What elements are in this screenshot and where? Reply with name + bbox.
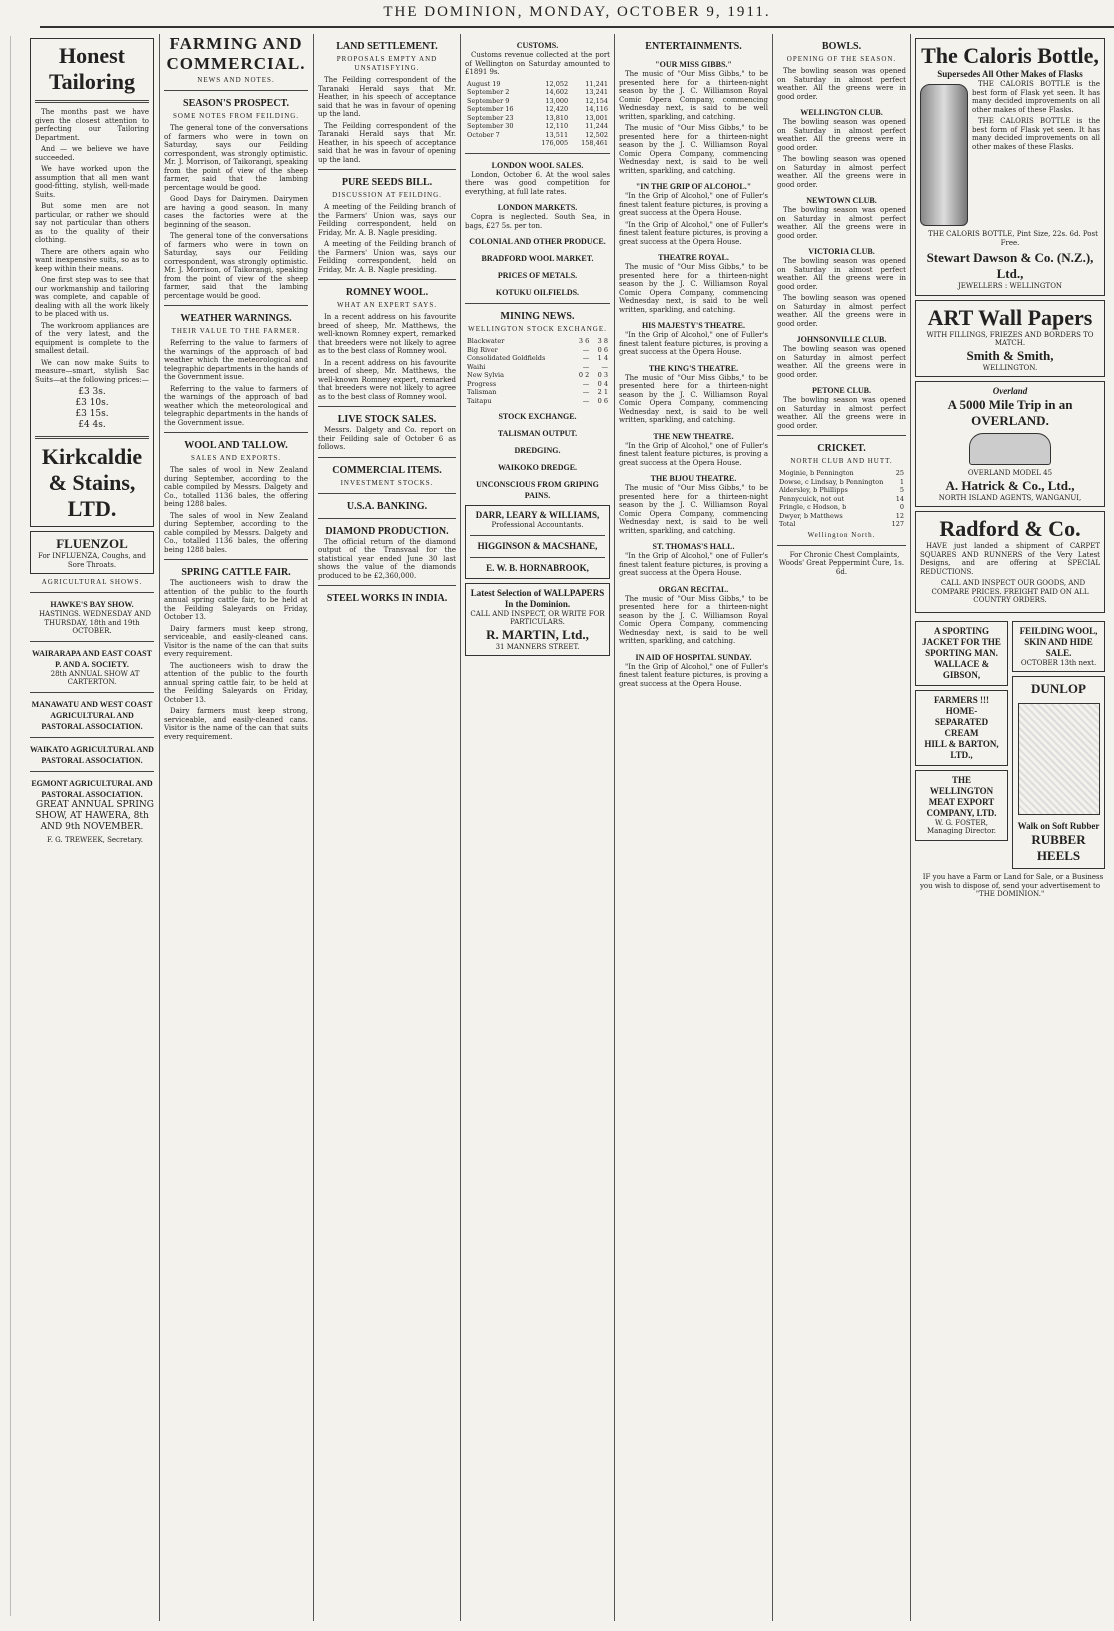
kirkcaldie-firm: Kirkcaldie & Stains, LTD. — [41, 444, 143, 521]
table-cell: 5 — [899, 486, 904, 494]
overland-title: A 5000 Mile Trip in an OVERLAND. — [947, 397, 1073, 428]
dunlop-text: Walk on Soft Rubber — [1017, 821, 1100, 831]
wool-sale-ad — [1012, 621, 1105, 673]
show-heading: EGMONT AGRICULTURAL AND PASTORAL ASSOCIATION. — [31, 778, 153, 799]
article-heading: NEWTOWN CLUB. — [806, 196, 877, 205]
mining-row — [465, 388, 610, 397]
table-cell: 13,511 — [545, 130, 569, 139]
article-para: Referring to the value to farmers of the warnings of the approach of bad weather which the meteorological and telegraphic departments in the hands of the Government issue. — [164, 339, 308, 381]
farmers-ad — [915, 690, 1008, 766]
article-para: The music of "Our Miss Gibbs," to be presented here for a thirteen-night season by the J. C. Williamson Royal Comic Opera Company, commencing Wednesday next, is said to be well written, sparkling, and catching. — [619, 124, 768, 175]
table-cell: 12,420 — [545, 105, 569, 113]
column-rule — [614, 34, 615, 1621]
article-heading: ST. THOMAS'S HALL. — [652, 542, 735, 551]
hatrick-firm: A. Hatrick & Co., Ltd., — [945, 477, 1075, 493]
cricket-table — [777, 469, 906, 529]
article-heading: PETONE CLUB. — [812, 386, 871, 395]
wallpaper-address: 31 MANNERS STREET. — [495, 642, 580, 651]
radford-firm: Radford & Co. — [939, 516, 1081, 541]
table-cell: Dwyer, b Matthews — [779, 511, 843, 520]
price: £3 10s. — [75, 398, 109, 408]
caloris-text: THE CALORIS BOTTLE is the best form of Flask yet seen. It has many decided improvements on all other makes of these Flasks. — [972, 117, 1100, 151]
table-cell: 13,001 — [585, 113, 608, 122]
cricket-row — [777, 512, 906, 521]
mining-row — [465, 371, 610, 380]
article-para: Messrs. Dalgety and Co. report on their Feilding sale of October 6 as follows. — [318, 426, 456, 451]
table-cell: — — [582, 379, 590, 388]
customs-row — [465, 139, 610, 148]
mining-row — [465, 337, 610, 346]
table-cell: 12,110 — [545, 122, 569, 130]
table-cell: 13,000 — [545, 96, 569, 105]
article-heading: PRICES OF METALS. — [497, 271, 578, 280]
article-heading: HIS MAJESTY'S THEATRE. — [641, 321, 746, 330]
article-heading: CRICKET. — [817, 443, 866, 454]
column-rule — [460, 34, 461, 1621]
table-cell: 14 — [895, 494, 904, 503]
show-sub: 28th ANNUAL SHOW AT CARTERTON. — [50, 669, 140, 686]
article-para: "In the Grip of Alcohol," one of Fuller's finest talent feature pictures, is proving a great success at the Opera House. — [619, 662, 768, 688]
wallace-firm: WALLACE & GIBSON, — [933, 658, 990, 680]
table-cell: 0 6 — [597, 396, 608, 405]
article-para: The bowling season was opened on Saturday in almost perfect weather. All the greens were in good order. — [777, 67, 906, 101]
article-para: In a recent address on his favourite breed of sheep, Mr. Matthews, the well-known Romney expert, remarked that breeders were not likely to agree as to the best class of Romney wool. — [318, 358, 456, 401]
article-subheading: WHAT AN EXPERT SAYS. — [337, 301, 437, 309]
article-heading: TALISMAN OUTPUT. — [497, 429, 578, 438]
table-cell: 14,116 — [585, 105, 608, 113]
caloris-sub: Supersedes All Other Makes of Flasks — [937, 69, 1083, 79]
stewart-dawson-place: JEWELLERS : WELLINGTON — [957, 282, 1063, 290]
caloris-ad — [915, 38, 1105, 296]
tailoring-para: One first step was to see that our workmanship and tailoring was complete, and capable of dealing with all the work likely to be placed with us. — [35, 276, 149, 318]
bottle-illustration — [920, 84, 968, 226]
table-cell: 0 3 — [597, 371, 608, 379]
table-cell: — — [582, 388, 590, 396]
article-heading: BRADFORD WOOL MARKET. — [481, 254, 594, 263]
article-para: The auctioneers wish to draw the attention of the public to the fourth annual spring cattle fair, to be held at the Feilding Saleyards on Friday, October 13. — [164, 661, 308, 704]
cricket-row — [777, 503, 906, 512]
article-heading: THE BIJOU THEATRE. — [650, 474, 737, 483]
article-para: Referring to the value to farmers of the warnings of the approach of bad weather which the meteorological and telegraphic departments in the hands of the Government issue. — [164, 384, 308, 427]
article-heading: "IN THE GRIP OF ALCOHOL." — [635, 182, 752, 191]
mining-table — [465, 337, 610, 405]
man-illustration — [1018, 703, 1100, 815]
article-heading: LONDON MARKETS. — [497, 203, 578, 212]
ad-firm: HIGGINSON & MACSHANE, — [477, 540, 598, 551]
customs-row — [465, 97, 610, 106]
table-cell: 12 — [895, 511, 904, 520]
show-heading: HAWKE'S BAY SHOW. — [50, 600, 134, 609]
article-subheading: Wellington North. — [807, 530, 876, 539]
tailoring-para: And — we believe we have succeeded. — [35, 145, 149, 162]
tailoring-para: The workroom appliances are of the very latest, and the equipment is complete to the smallest detail. — [35, 321, 149, 355]
caloris-title: The Caloris Bottle, — [921, 43, 1099, 68]
wallpaper-firm: R. MARTIN, Ltd., — [486, 626, 589, 642]
wool-sale-date: OCTOBER 13th next. — [1020, 658, 1097, 667]
wallpaper-sub: CALL AND INSPECT, OR WRITE FOR PARTICULARS. — [470, 609, 605, 626]
column-rule — [313, 34, 314, 1621]
column-4 — [465, 34, 610, 1621]
caloris-text: THE CALORIS BOTTLE is the best form of Flask yet seen. It has many decided improvements on all other makes of these Flasks. — [972, 80, 1100, 114]
show-sub: GREAT ANNUAL SPRING SHOW, AT HAWERA, 8th AND 9th NOVEMBER. — [35, 799, 154, 832]
fluenzol-sub: For INFLUENZA, Coughs, and Sore Throats. — [37, 552, 147, 569]
article-para: The bowling season was opened on Saturday in almost perfect weather. All the greens were in good order. — [777, 345, 906, 379]
article-para: The official return of the diamond output of the Transvaal for the statistical year ended June 30 last shows the value of the diamonds produced to be £2,360,000. — [318, 537, 456, 580]
table-cell: 0 6 — [597, 345, 608, 354]
article-subheading: THEIR VALUE TO THE FARMER. — [171, 327, 301, 335]
article-heading: MINING NEWS. — [500, 311, 575, 322]
customs-row — [465, 122, 610, 131]
article-para: The bowling season was opened on Saturday in almost perfect weather. All the greens were in good order. — [777, 206, 906, 240]
article-heading: LAND SETTLEMENT. — [336, 41, 438, 52]
article-para: In a recent address on his favourite breed of sheep, Mr. Matthews, the well-known Romney expert, remarked that breeders were not likely to agree as to the best class of Romney wool. — [318, 313, 456, 355]
customs-row — [465, 114, 610, 123]
dunlop-ad — [1012, 676, 1105, 869]
article-para: London, October 6. At the wool sales there was good competition for everything, at full late rates. — [465, 170, 610, 196]
price: £3 3s. — [78, 387, 106, 397]
article-para: The music of "Our Miss Gibbs," to be presented here for a thirteen-night season by the J. C. Williamson Royal Comic Opera Company, commencing Wednesday next, is said to be well written, sparkling, and catching. — [619, 373, 768, 424]
cricket-row — [777, 478, 906, 487]
article-heading: VICTORIA CLUB. — [808, 247, 875, 256]
article-para: "In the Grip of Alcohol," one of Fuller's finest talent feature pictures, is proving a great success at the Opera House. — [619, 331, 768, 356]
accountants-ad — [465, 505, 610, 579]
article-para: "In the Grip of Alcohol," one of Fuller's finest talent feature pictures, is proving a great success at the Opera House. — [619, 441, 768, 467]
ad-sub: Professional Accountants. — [491, 521, 584, 529]
tailoring-para: We have worked upon the assumption that all men want good-fitting, stylish, well-made Suits. — [35, 165, 149, 199]
article-para: The Feilding correspondent of the Taranaki Herald says that Mr. Heather, in his speech of acceptance said that he was in favour of opening up the land. — [318, 121, 456, 164]
article-heading: WELLINGTON CLUB. — [800, 108, 883, 117]
ad-firm: E. W. B. HORNABROOK, — [486, 562, 589, 573]
show-heading: MANAWATU AND WEST COAST AGRICULTURAL AND PASTORAL ASSOCIATION. — [31, 699, 153, 731]
column-6 — [777, 34, 906, 1621]
tailoring-para: The months past we have given the closest attention to perfecting our Tailoring Department. — [35, 108, 149, 142]
table-cell: Pennycuick, not out — [779, 494, 845, 503]
article-heading: COMMERCIAL ITEMS. — [332, 464, 442, 476]
ad-firm: DARR, LEARY & WILLIAMS, — [475, 510, 600, 520]
article-subheading: PROPOSALS EMPTY AND UNSATISFYING. — [336, 55, 438, 72]
table-cell: — — [582, 354, 590, 362]
overland-ad — [915, 381, 1105, 507]
footer-ad: For Chronic Chest Complaints, Woods' Great Peppermint Cure, 1s. 6d. — [778, 550, 905, 576]
article-heading: SEASON'S PROSPECT. — [183, 98, 289, 109]
article-heading: WAIKOKO DREDGE. — [497, 463, 578, 472]
article-heading: ENTERTAINMENTS. — [645, 41, 742, 52]
customs-row — [465, 80, 610, 89]
article-heading: CUSTOMS. — [516, 41, 559, 50]
radford-text: HAVE just landed a shipment of CARPET SQUARES AND RUNNERS of the Very Latest Designs, and are offering at SPECIAL REDUCTIONS. — [920, 542, 1100, 576]
table-cell: Moginie, b Pennington — [779, 469, 854, 477]
table-cell: Progress — [467, 379, 497, 388]
table-cell: Fringle, c Hodson, b — [779, 503, 847, 511]
article-heading: PURE SEEDS BILL. — [341, 177, 433, 188]
table-cell: 25 — [895, 469, 904, 477]
fluenzol-title: FLUENZOL — [56, 536, 128, 551]
column-rule — [159, 34, 160, 1621]
table-cell: Talisman — [467, 388, 497, 396]
column-rule — [772, 34, 773, 1621]
article-subheading: NORTH CLUB AND HUTT. — [790, 457, 893, 465]
caloris-price: THE CALORIS BOTTLE, Pint Size, 22s. 6d. Post Free. — [928, 230, 1098, 247]
tailoring-ad — [30, 38, 154, 527]
table-cell: 0 2 — [578, 371, 590, 379]
price-list — [35, 387, 149, 431]
section-agricultural-shows: AGRICULTURAL SHOWS. — [41, 578, 143, 586]
hill-firm: HILL & BARTON, LTD., — [924, 738, 999, 760]
table-cell: 12,052 — [545, 79, 569, 88]
column-2 — [164, 34, 308, 1621]
article-heading: UNCONSCIOUS FROM GRIPING PAINS. — [476, 480, 599, 500]
article-para: The sales of wool in New Zealand during September, according to the cable compiled by Messrs. Dalgety and Co., totalled 1136 bales, the offering being 1288 bales. — [164, 466, 308, 508]
article-heading: ROMNEY WOOL. — [345, 287, 429, 298]
column-7 — [915, 34, 1105, 1621]
table-cell: 3 6 — [578, 337, 590, 345]
article-para: Copra is neglected. South Sea, in bags, £27 5s. per ton. — [465, 213, 610, 230]
article-heading: STOCK EXCHANGE. — [498, 412, 577, 421]
table-cell: 12,154 — [585, 96, 608, 105]
column-3 — [318, 34, 456, 1621]
customs-table — [465, 80, 610, 148]
column-rule — [910, 34, 911, 1621]
table-cell — [465, 139, 530, 148]
article-para: Dairy farmers must keep strong, serviceable, and easily-cleaned cans. Visitor is the name of the can that suits every requirement. — [164, 624, 308, 658]
art-sub: WITH FILLINGS, FRIEZES AND BORDERS TO MATCH. — [926, 330, 1094, 347]
mining-row — [465, 354, 610, 363]
table-cell: 12,502 — [585, 130, 608, 139]
article-para: The music of "Our Miss Gibbs," to be presented here for a thirteen-night season by the J. C. Williamson Royal Comic Opera Company, commencing Wednesday next, is said to be well written, sparkling, and catching. — [619, 484, 768, 535]
table-cell: Dowse, c Lindsay, b Pennington — [779, 477, 884, 486]
table-cell: 3 8 — [597, 337, 608, 345]
tailoring-para: There are others again who want inexpensive suits, so as to keep within their means. — [35, 247, 149, 273]
article-para: The bowling season was opened on Saturday in almost perfect weather. All the greens were in good order. — [777, 294, 906, 328]
tailoring-title: Honest Tailoring — [49, 43, 135, 94]
table-cell: Aldersley, b Phillipps — [779, 486, 848, 494]
classified-notice: IF you have a Farm or Land for Sale, or a Business you wish to dispose of, send your advertisement to "THE DOMINION." — [919, 873, 1104, 898]
wallpaper-title: Latest Selection of WALLPAPERS In the Dominion. — [470, 587, 605, 609]
show-heading: WAIRARAPA AND EAST COAST P. AND A. SOCIETY. — [32, 648, 152, 669]
table-cell: Waihi — [467, 362, 486, 371]
table-cell: Total — [779, 520, 796, 528]
cricket-row — [777, 495, 906, 504]
hatrick-place: NORTH ISLAND AGENTS, WANGANUI, — [938, 493, 1082, 502]
article-para: The music of "Our Miss Gibbs," to be presented here for a thirteen-night season by the J. C. Williamson Royal Comic Opera Company, commencing Wednesday next, is said to be well written, sparkling, and catching. — [619, 594, 768, 645]
article-heading: U.S.A. BANKING. — [346, 500, 428, 512]
art-title: ART Wall Papers — [927, 304, 1093, 330]
table-cell: Blackwater — [467, 337, 505, 345]
article-para: Good Days for Dairymen. Dairymen are having a good season. In many cases the factories were at the beginning of the season. — [164, 195, 308, 229]
page-margin — [10, 36, 25, 1616]
article-heading: THE KING'S THEATRE. — [648, 363, 739, 373]
wallpaper-ad — [465, 583, 610, 657]
article-para: The bowling season was opened on Saturday in almost perfect weather. All the greens were in good order. — [777, 155, 906, 189]
article-heading: BOWLS. — [821, 41, 862, 52]
show-sub: HASTINGS. WEDNESDAY AND THURSDAY, 18th and 19th OCTOBER. — [38, 610, 152, 635]
article-heading: DIAMOND PRODUCTION. — [325, 525, 449, 537]
article-para: The bowling season was opened on Saturday in almost perfect weather. All the greens were in good order. — [777, 396, 906, 430]
article-heading: THEATRE ROYAL. — [658, 253, 729, 262]
table-cell: — — [582, 362, 590, 371]
article-para: The bowling season was opened on Saturday in almost perfect weather. All the greens were in good order. — [777, 118, 906, 152]
tailoring-para: But some men are not particular, or rather we should say not particular than others as to the quality of their clothing. — [35, 202, 149, 244]
table-cell: 0 4 — [597, 379, 608, 388]
fluenzol-ad — [30, 531, 154, 574]
article-heading: IN AID OF HOSPITAL SUNDAY. — [635, 652, 752, 662]
article-heading: LONDON WOOL SALES. — [491, 160, 584, 170]
article-para: The general tone of the conversations of farmers who were in town on Saturday, says our Feilding correspondent, was strongly optimistic. Mr. J. Morrison, of Taikorangi, speaking from the point of view of the sheep farmer, said that the lambing percentage would be good. — [164, 232, 308, 300]
table-cell: 11,244 — [585, 122, 608, 130]
article-subheading: WELLINGTON STOCK EXCHANGE. — [468, 325, 607, 333]
stewart-dawson-firm: Stewart Dawson & Co. (N.Z.), Ltd., — [926, 250, 1094, 281]
mining-row — [465, 363, 610, 372]
radford-footer: CALL AND INSPECT OUR GOODS, AND COMPARE PRICES. FREIGHT PAID ON ALL COUNTRY ORDERS. — [931, 579, 1089, 604]
article-para: The Feilding correspondent of the Taranaki Herald says that Mr. Heather, in his speech of acceptance said that he was in favour of opening up the land. — [318, 76, 456, 118]
table-cell: September 23 — [467, 113, 514, 122]
table-cell: 0 — [899, 503, 904, 511]
show-heading: WAIKATO AGRICULTURAL AND PASTORAL ASSOCIATION. — [30, 744, 154, 765]
section-subtitle: NEWS AND NOTES. — [197, 76, 275, 84]
cream-text: HOME-SEPARATED CREAM — [934, 705, 989, 738]
overland-model: OVERLAND MODEL 45 — [967, 469, 1053, 477]
car-illustration — [969, 433, 1051, 465]
overland-brand: Overland — [992, 386, 1028, 396]
article-heading: SPRING CATTLE FAIR. — [181, 567, 291, 578]
table-cell: October 7 — [467, 130, 500, 139]
price: £4 4s. — [78, 420, 106, 430]
article-heading: KOTUKU OILFIELDS. — [495, 288, 580, 297]
table-cell: Consolidated Goldfields — [467, 354, 546, 362]
mining-row — [465, 380, 610, 389]
customs-row — [465, 88, 610, 97]
table-cell: September 9 — [467, 96, 510, 105]
smith-firm: Smith & Smith, — [966, 347, 1054, 363]
mining-row — [465, 397, 610, 406]
article-subheading: OPENING OF THE SEASON. — [786, 55, 897, 63]
article-heading: COLONIAL AND OTHER PRODUCE. — [469, 237, 606, 246]
article-para: The bowling season was opened on Saturday in almost perfect weather. All the greens were in good order. — [777, 257, 906, 291]
table-cell: September 16 — [467, 105, 514, 113]
article-para: The general tone of the conversations of farmers who were in town on Saturday, says our Feilding correspondent, was strongly optimistic. Mr. J. Morrison, of Taikorangi, speaking from the point of view of the sheep farmer, said that the lambing percentage would be good. — [164, 124, 308, 192]
table-cell: 127 — [891, 520, 904, 528]
jacket-title: A SPORTING JACKET FOR THE SPORTING MAN. — [922, 625, 1001, 658]
article-heading: "OUR MISS GIBBS." — [655, 60, 732, 69]
article-heading: LIVE STOCK SALES. — [337, 414, 437, 425]
article-para: A meeting of the Feilding branch of the Farmers' Union was, says our Feilding correspondent, held on Friday, Mr. A. B. Nagle presiding. — [318, 203, 456, 237]
table-cell: 1 4 — [597, 354, 608, 362]
table-cell: 1 — [899, 477, 904, 486]
cricket-row — [777, 486, 906, 495]
table-cell: Taitapu — [467, 396, 492, 405]
table-cell: 2 1 — [597, 388, 608, 396]
article-para: The music of "Our Miss Gibbs," to be presented here for a thirteen-night season by the J. C. Williamson Royal Comic Opera Company, commencing Wednesday next, is said to be well written, sparkling, and catching. — [619, 70, 768, 121]
header-title: THE DOMINION, MONDAY, OCTOBER 9, 1911. — [383, 4, 771, 20]
table-cell: August 19 — [467, 79, 501, 88]
jacket-ad — [915, 621, 1008, 686]
table-cell: — — [582, 345, 590, 354]
article-subheading: INVESTMENT STOCKS. — [340, 478, 434, 487]
wallpaper-art-ad — [915, 300, 1105, 378]
column-1 — [30, 34, 154, 1621]
article-para: "In the Grip of Alcohol," one of Fuller's finest talent feature pictures, is proving a great success at the Opera House. — [619, 192, 768, 217]
page-header — [40, 0, 1114, 28]
cricket-row — [777, 469, 906, 478]
article-para: The sales of wool in New Zealand during September, according to the cable compiled by Messrs. Dalgety and Co., totalled 1136 bales, the offering being 1288 bales. — [164, 511, 308, 554]
smith-place: WELLINGTON. — [982, 363, 1038, 372]
show-signature: F. G. TREWEEK, Secretary. — [46, 835, 144, 844]
table-cell: 176,005 — [541, 139, 569, 147]
table-cell: — — [601, 362, 608, 371]
meat-sign: W. G. FOSTER, Managing Director. — [926, 818, 997, 835]
tailoring-para: We can now make Suits to measure—smart, stylish Sac Suits—at the following prices:— — [35, 358, 149, 384]
article-para: "In the Grip of Alcohol," one of Fuller's finest talent feature pictures, is proving a great success at the Opera House. — [619, 220, 768, 246]
article-para: The auctioneers wish to draw the attention of the public to the fourth annual spring cattle fair, to be held at the Feilding Saleyards on Friday, October 13. — [164, 579, 308, 621]
dunlop-brand: RUBBER HEELS — [1031, 832, 1086, 863]
table-cell: 13,810 — [545, 113, 569, 122]
table-cell: New Sylvia — [467, 371, 504, 379]
dunlop-title: DUNLOP — [1031, 681, 1086, 696]
radford-ad — [915, 511, 1105, 613]
meat-title: THE WELLINGTON MEAT EXPORT COMPANY, LTD. — [926, 774, 997, 818]
section-title: FARMING AND COMMERCIAL. — [166, 34, 306, 73]
customs-row — [465, 131, 610, 140]
table-cell: Big River — [467, 345, 498, 354]
article-heading: WOOL AND TALLOW. — [184, 440, 288, 451]
article-heading: DREDGING. — [514, 446, 561, 455]
article-para: Customs revenue collected at the port of Wellington on Saturday amounted to £1891 9s. — [465, 51, 610, 76]
article-heading: JOHNSONVILLE CLUB. — [796, 335, 887, 344]
table-cell: 13,241 — [585, 88, 608, 96]
article-heading: WEATHER WARNINGS. — [180, 313, 292, 324]
table-cell: September 30 — [467, 122, 514, 130]
farmers-title: FARMERS !!! — [933, 694, 990, 705]
table-cell: 158,461 — [581, 139, 608, 147]
price: £3 15s. — [75, 409, 109, 419]
article-subheading: SOME NOTES FROM FEILDING. — [172, 112, 300, 120]
column-5 — [619, 34, 768, 1621]
customs-row — [465, 105, 610, 114]
article-para: "In the Grip of Alcohol," one of Fuller's finest talent feature pictures, is proving a great success at the Opera House. — [619, 552, 768, 577]
table-cell: September 2 — [467, 88, 510, 96]
table-cell: 11,241 — [585, 79, 608, 88]
article-heading: ORGAN RECITAL. — [658, 584, 729, 594]
mining-row — [465, 346, 610, 355]
article-para: A meeting of the Feilding branch of the Farmers' Union was, says our Feilding correspondent, held on Friday, Mr. A. B. Nagle presiding. — [318, 240, 456, 274]
article-heading: THE NEW THEATRE. — [653, 431, 734, 441]
article-para: Dairy farmers must keep strong, serviceable, and easily-cleaned cans. Visitor is the name of the can that suits every requirement. — [164, 707, 308, 741]
meat-ad — [915, 770, 1008, 841]
article-subheading: DISCUSSION AT FEILDING. — [332, 191, 442, 199]
wool-sale-title: FEILDING WOOL, SKIN AND HIDE SALE. — [1019, 625, 1098, 658]
article-heading: STEEL WORKS IN INDIA. — [326, 593, 448, 604]
article-para: The music of "Our Miss Gibbs," to be presented here for a thirteen-night season by the J. C. Williamson Royal Comic Opera Company, commencing Wednesday next, is said to be well written, sparkling, and catching. — [619, 263, 768, 314]
table-cell: — — [582, 396, 590, 405]
table-cell: 14,602 — [545, 88, 569, 96]
article-subheading: SALES AND EXPORTS. — [190, 454, 282, 462]
cricket-row — [777, 520, 906, 529]
